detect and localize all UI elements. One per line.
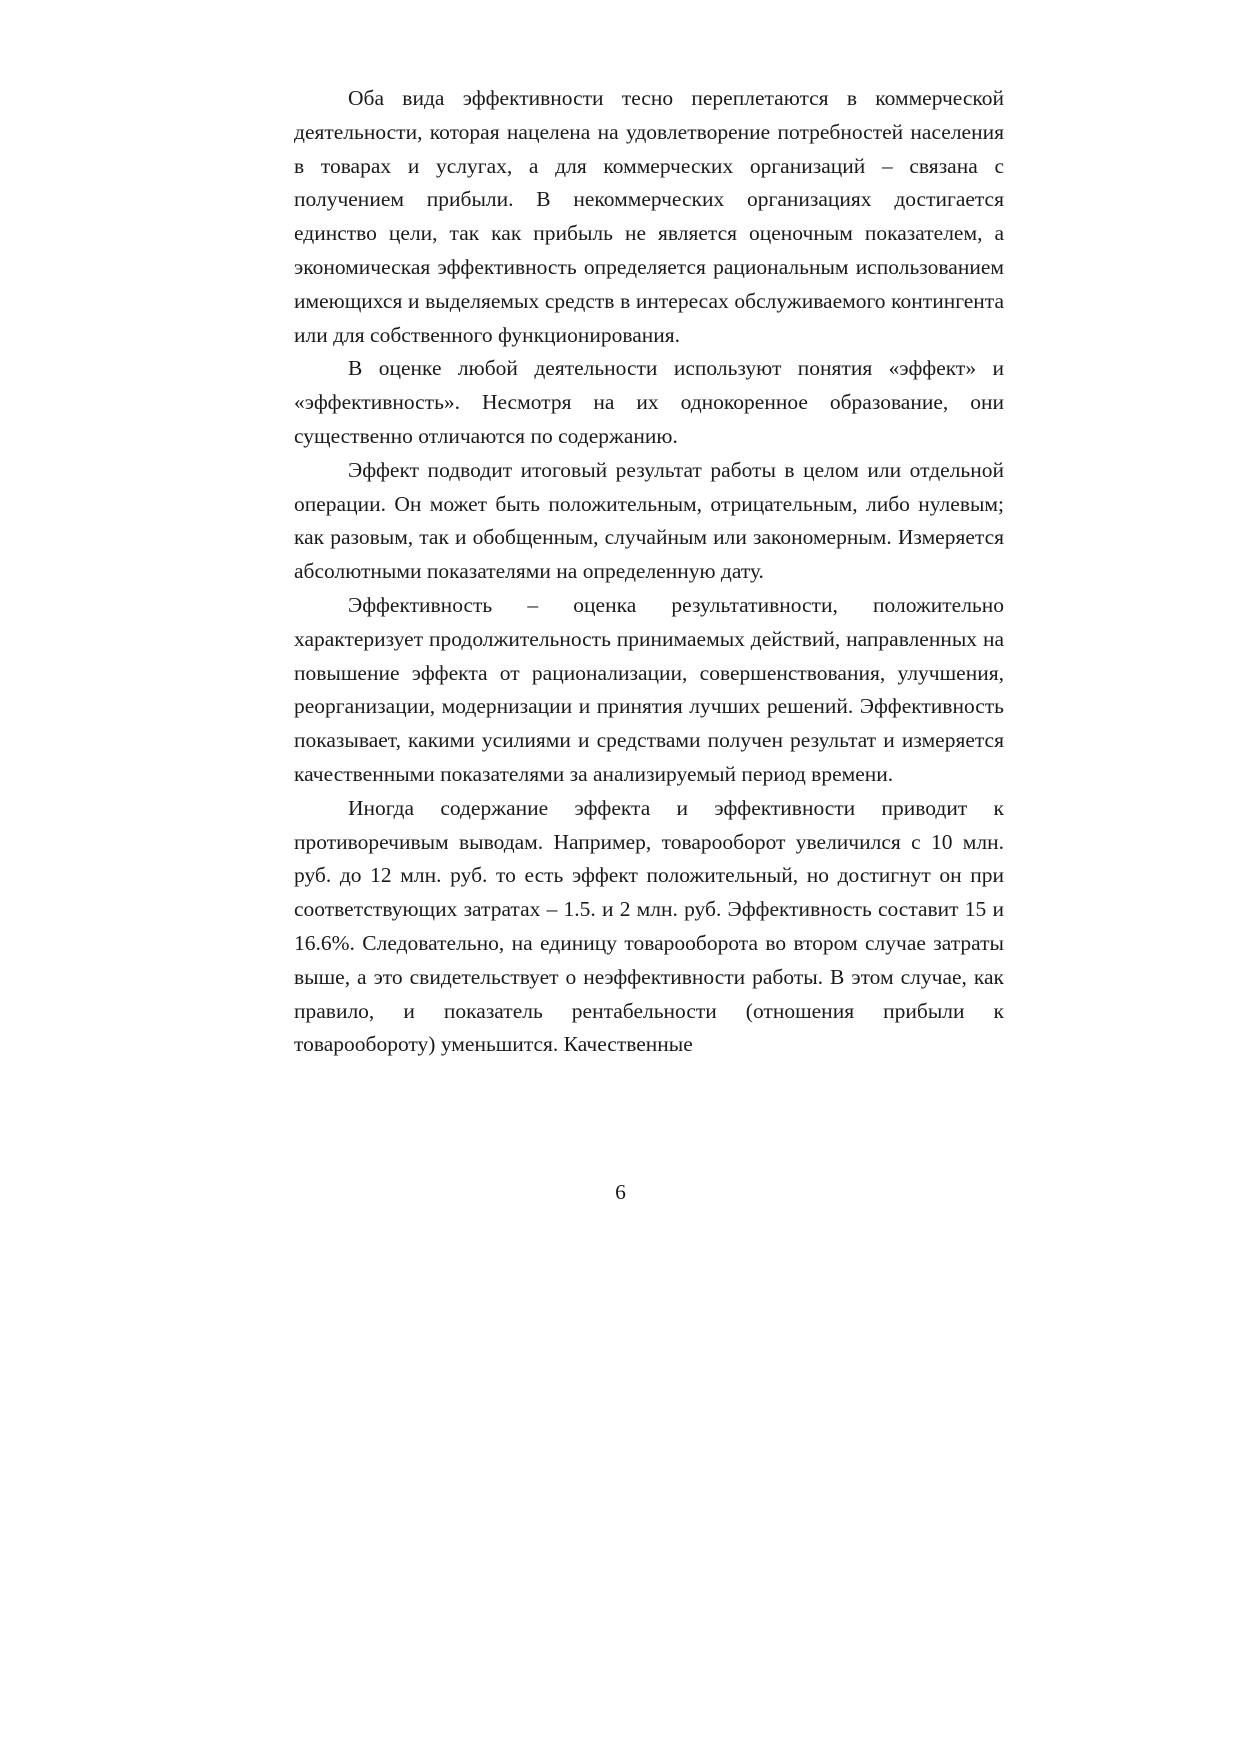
paragraph-3: Эффект подводит итоговый результат работы в целом или отдельной операции. Он может быть положительным, отрицательным, либо нулевым; как разовым, так и обобщенным, случайным или закономерным. Измеряется абсолютными показателями на определенную дату. [294,457,1004,584]
paragraph-1: Оба вида эффективности тесно переплетаются в коммерческой деятельности, которая нацелена на удовлетворение потребностей населения в товарах и услугах, а для коммерческих организаций – связана с получением прибыли. В некоммерческих организациях достигается единство цели, так как прибыль не является оценочным показателем, а экономическая эффективность определяется рациональным использованием имеющихся и выделяемых средств в интересах обслуживаемого контингента или для собственного функционирования. [294,86,1004,347]
paragraph-5: Иногда содержание эффекта и эффективности приводит к противоречивым выводам. Например, товарооборот увеличился с 10 млн. руб. до 12 млн. руб. то есть эффект положительный, но достигнут он при соответствующих затратах – 1.5. и 2 млн. руб. Эффективность составит 15 и 16.6%. Следовательно, на единицу товарооборота во втором случае затраты выше, а это свидетельствует о неэффективности работы. В этом случае, как правило, и показатель рентабельности (отношения прибыли к товарообороту) уменьшится. Качественные [294,795,1004,1057]
page-number: 6 [615,1180,626,1204]
body-text [294,82,1004,1062]
paragraph-2: В оценке любой деятельности используют понятия «эффект» и «эффективность». Несмотря на их однокоренное образование, они существенно отличаются по содержанию. [294,356,1004,448]
paragraph-4: Эффективность – оценка результативности, положительно характеризует продолжительность принимаемых действий, направленных на повышение эффекта от рационализации, совершенствования, улучшения, реорганизации, модернизации и принятия лучших решений. Эффективность показывает, какими усилиями и средствами получен результат и измеряется качественными показателями за анализируемый период времени. [294,592,1004,786]
